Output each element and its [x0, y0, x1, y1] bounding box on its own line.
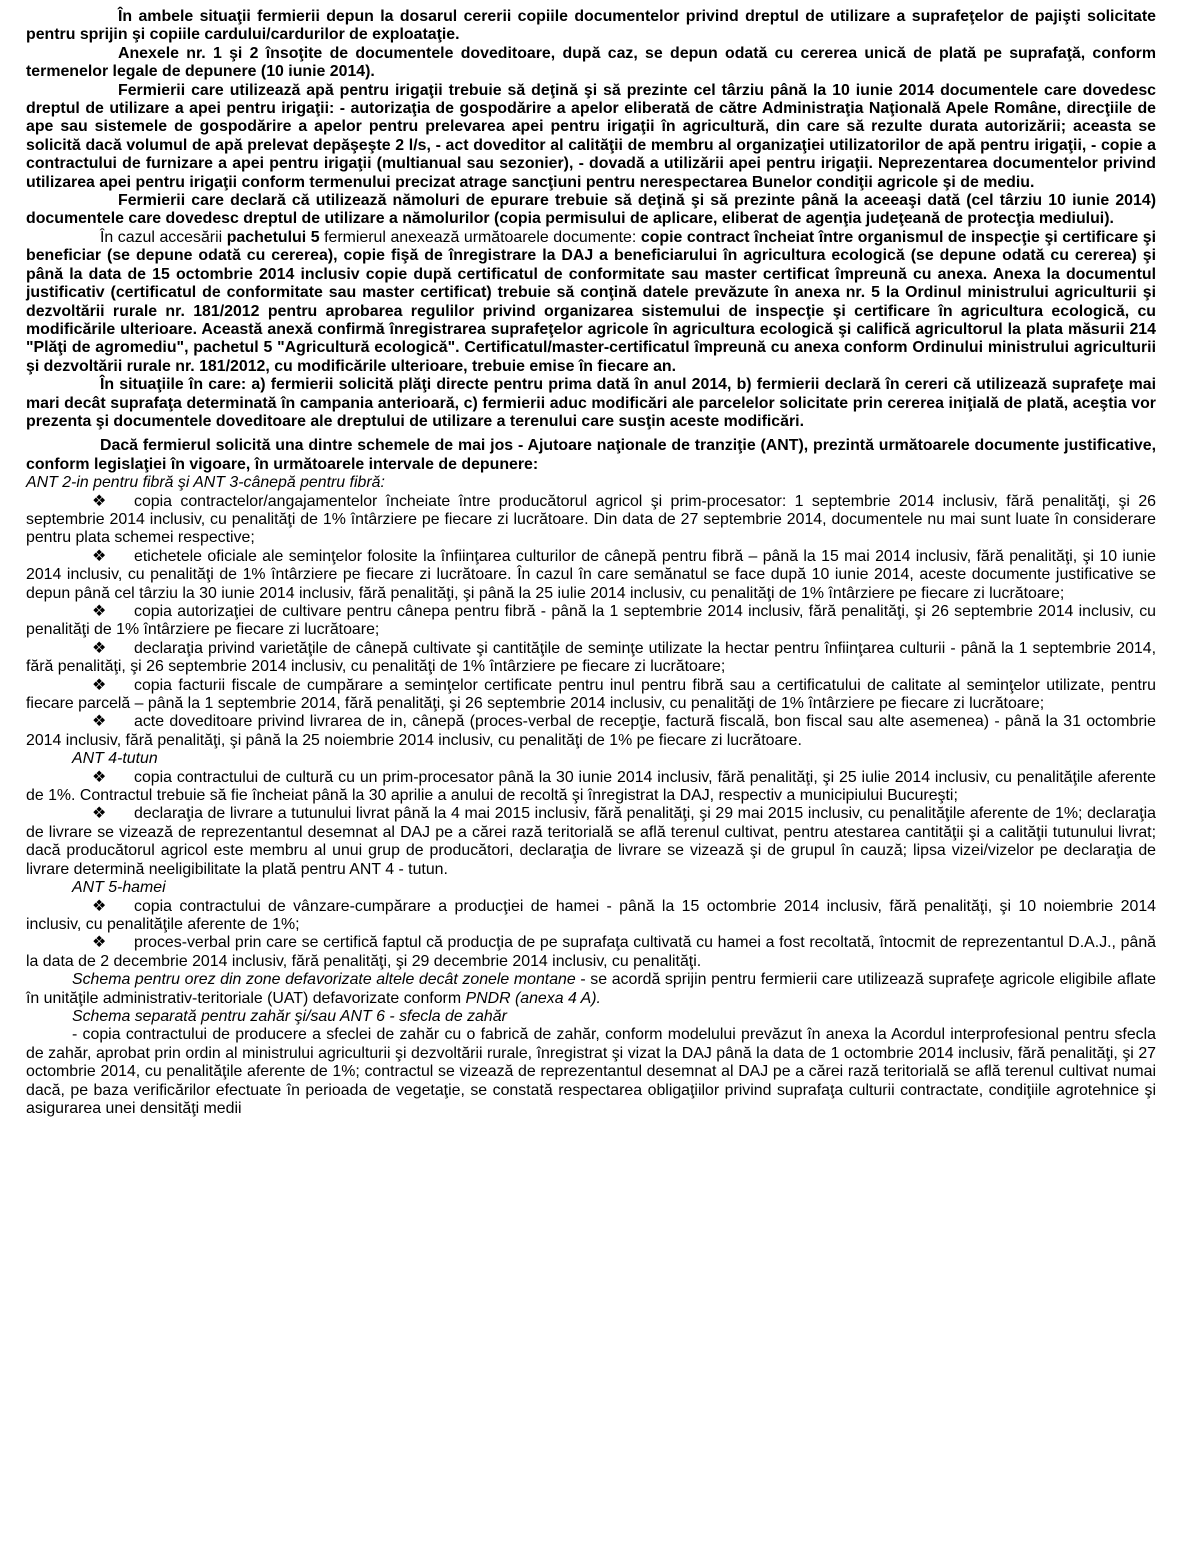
bullet-text: proces-verbal prin care se certifică faptul că producţia de pe suprafaţa cultivată cu hamei a fost recoltată, întocmit de reprezentantul D.A.J., până la data de 2 decembrie 2014 inclusiv, fără penalităţi, şi 29 decembrie 2014 inclusiv, cu penalităţi.: [26, 934, 1156, 970]
document-page: [26, 8, 1156, 1118]
paragraph-ant-intro: Dacă fermierul solicită una dintre schemele de mai jos - Ajutoare naţionale de tranziţie (ANT), prezintă următoarele documente justificative, conform legislaţiei în vigoare, în următoarele intervale de depunere:: [26, 437, 1156, 473]
paragraph-sludge: Fermierii care declară că utilizează nămoluri de epurare trebuie să deţină şi să prezinte până la aceeaşi dată (cel târziu 10 iunie 2014) documentele care dovedesc dreptul de utilizare a nămolurilor (copia permisului de aplicare, eliberat de agenţia judeţeană de protecţia mediului).: [26, 192, 1156, 228]
bullet-item: [26, 934, 1156, 971]
bullet-diamond-icon: ❖: [92, 639, 107, 657]
bullet-item: [26, 677, 1156, 714]
rice-scheme-title: Schema pentru orez din zone defavorizate altele decât zonele montane: [72, 971, 576, 989]
bullet-item: [26, 713, 1156, 750]
paragraph-irrigation: Fermierii care utilizează apă pentru irigaţii trebuie să deţină şi să prezinte cel târziu până la 10 iunie 2014 documentele care dovedesc dreptul de utilizare a apei pentru irigaţii: - autorizaţia de gospodărire a apelor eliberată de către Administraţia Naţională Apele Române, direcţiile de ape sau sistemele de gospodărire a apelor pentru prelevarea apei pentru irigaţii în agricultură, din care să rezulte durata autorizării; aceasta se solicită dacă volumul de apă prelevat depăşeşte 2 l/s, - act doveditor al calităţii de membru al organizaţiei utilizatorilor de apă pentru irigaţii, - copie a contractului de furnizare a apei pentru irigaţii (multianual sau sezonier), - dovadă a utilizării apei pentru irigaţii. Neprezentarea documentelor privind utilizarea apei pentru irigaţii conform termenului precizat atrage sancţiuni pentru nerespectarea Bunelor condiţii agricole şi de mediu.: [26, 81, 1156, 191]
bullet-item: [26, 493, 1156, 548]
bullet-item: [26, 898, 1156, 935]
paragraph-package-5: [26, 229, 1156, 376]
bullet-diamond-icon: ❖: [92, 934, 107, 952]
bullet-text: copia contractului de vânzare-cumpărare a producţiei de hamei - până la 15 octombrie 2014 inclusiv, fără penalităţi, şi 10 noiembrie 2014 inclusiv, cu penalităţile aferente de 1%;: [26, 897, 1156, 933]
bullet-item: [26, 640, 1156, 677]
bullet-text: declaraţia de livrare a tutunului livrat până la 4 mai 2015 inclusiv, fără penalităţi, şi 29 mai 2015 inclusiv, cu penalităţile aferente de 1%; declaraţia de livrare se vizează de reprezentantul desemnat al DAJ pe a cărei rază teritorială se află terenul cultivat, pentru atestarea cantităţii şi a calităţii tutunului livrat; dacă producătorul agricol este membru al unui grup de producători, declaraţia de livrare se vizează şi de grupul în cauză; lipsa vizei/vizelor pe declaraţia de livrare determină neeligibilitate la plată pentru ANT 4 - tutun.: [26, 805, 1156, 878]
package5-documents: copie contract încheiat între organismul de inspecţie şi certificare şi beneficiar (se depune odată cu cererea), copie fişă de înregistrare la DAJ a beneficiarului în agricultura ecologică (se depune odată cu cererea) şi până la data de 15 octombrie 2014 inclusiv copie după certificatul de conformitate sau master certificat împreună cu anexa. Anexa la documentul justificativ (certificatul de conformitate sau master certificat) trebuie să conţină datele prevăzute în anexa nr. 5 la Ordinul ministrului agriculturii şi dezvoltării rurale nr. 181/2012 pentru aprobarea regulilor privind organizarea sistemului de inspecţie şi certificare în agricultura ecologică, cu modificările ulterioare. Această anexă confirmă înregistrarea suprafeţelor agricole în agricultura ecologică şi califică agricultorul la plata măsurii 214 "Plăţi de agromediu", pachetul 5 "Agricultură ecologică". Certificatul/master-certificatul împreună cu anexa conform Ordinului ministrului agriculturii şi dezvoltării rurale nr. 181/2012, cu modificările ulterioare, trebuie emise în fiecare an.: [26, 228, 1157, 375]
bullet-item: [26, 769, 1156, 806]
paragraph-pasture-documents: În ambele situaţii fermierii depun la dosarul cererii copiile documentelor privind dreptul de utilizare a suprafeţelor de pajişti solicitate pentru sprijin şi copiile cardului/cardurilor de exploataţie.: [26, 8, 1156, 44]
bullet-diamond-icon: ❖: [92, 805, 107, 823]
package5-mid: fermierul anexează următoarele documente:: [319, 228, 641, 246]
bullet-diamond-icon: ❖: [92, 897, 107, 915]
section-heading-sugar: Schema separată pentru zahăr şi/sau ANT 6 - sfecla de zahăr: [72, 1007, 507, 1025]
bullet-diamond-icon: ❖: [92, 547, 107, 565]
bullet-diamond-icon: ❖: [92, 603, 107, 620]
paragraph-rice-scheme: [26, 971, 1156, 1008]
list-ant5: [26, 898, 1156, 972]
bullet-diamond-icon: ❖: [92, 676, 107, 694]
rice-scheme-text: - se acordă sprijin pentru fermierii care utilizează suprafeţe agricole eligibile aflate în unităţile administrativ-teritoriale (UAT) defavorizate conform: [26, 971, 1156, 1007]
list-ant4: [26, 769, 1156, 879]
bullet-text: copia contractelor/angajamentelor încheiate între producătorul agricol şi prim-procesator: 1 septembrie 2014 inclusiv, fără penalităţi, şi 26 septembrie 2014 inclusiv, cu penalităţi de 1% întârziere pe fiecare zi lucrătoare. Din data de 27 septembrie 2014, documentele nu mai sunt luate în considerare pentru plata schemei respective;: [26, 492, 1156, 547]
section-heading-ant4: ANT 4-tutun: [72, 750, 158, 768]
bullet-item: [26, 603, 1156, 640]
rice-scheme-ref: PNDR (anexa 4 A).: [465, 989, 601, 1007]
package5-intro: În cazul accesării: [100, 228, 227, 246]
bullet-diamond-icon: ❖: [92, 492, 107, 510]
paragraph-sugar-beet: - copia contractului de producere a sfeclei de zahăr cu o fabrică de zahăr, conform modelului prevăzut în anexa la Acordul interprofesional pentru sfecla de zahăr, aprobat prin ordin al ministrului agriculturii şi dezvoltării rurale, înregistrat şi vizat la DAJ până la data de 1 octombrie 2014 inclusiv, fără penalităţi, şi 27 octombrie 2014, cu penalităţile aferente de 1%; contractul se vizează de reprezentantul desemnat al DAJ pe a cărei rază teritorială se află terenul cultivat numai dacă, pe baza verificărilor efectuate în perioada de vegetaţie, se constată respectarea obligaţiilor privind suprafaţa culturii contractate, condiţiile agrotehnice şi asigurarea unei densităţi medii: [26, 1026, 1156, 1117]
section-heading-ant23: ANT 2-in pentru fibră şi ANT 3-cânepă pentru fibră:: [26, 474, 385, 492]
section-heading-ant5: ANT 5-hamei: [72, 879, 166, 897]
bullet-item: [26, 548, 1156, 603]
bullet-text: copia contractului de cultură cu un prim-procesator până la 30 iunie 2014 inclusiv, fără penalităţi, şi 25 iulie 2014 inclusiv, cu penalităţile aferente de 1%. Contractul trebuie să fie încheiat până la 30 aprilie a anului de recoltă şi înregistrat la DAJ, respectiv a municipiului Bucureşti;: [26, 768, 1156, 805]
bullet-diamond-icon: ❖: [92, 713, 107, 731]
bullet-text: acte doveditoare privind livrarea de in, cânepă (proces-verbal de recepţie, factură fiscală, bon fiscal sau alte asemenea) - până la 31 octombrie 2014 inclusiv, fără penalităţi, şi până la 25 noiembrie 2014 inclusiv, cu penalităţi de 1% pe fiecare zi lucrătoare.: [26, 713, 1156, 749]
bullet-text: copia autorizaţiei de cultivare pentru cânepa pentru fibră - până la 1 septembrie 2014 inclusiv, fără penalităţi, şi 26 septembrie 2014 inclusiv, cu penalităţi de 1% întârziere pe fiecare zi lucrătoare;: [26, 603, 1156, 639]
bullet-text: declaraţia privind varietăţile de cânepă cultivate şi cantităţile de seminţe utilizate la hectar pentru înfiinţarea culturii - până la 1 septembrie 2014, fără penalităţi, şi 26 septembrie 2014 inclusiv, cu penalităţi de 1% întârziere pe fiecare zi lucrătoare;: [26, 639, 1156, 676]
bullet-diamond-icon: ❖: [92, 768, 107, 786]
paragraph-annexes: Anexele nr. 1 şi 2 însoţite de documentele doveditoare, după caz, se depun odată cu cererea unică de plată pe suprafaţă, conform termenelor legale de depunere (10 iunie 2014).: [26, 44, 1156, 81]
list-ant23: [26, 493, 1156, 751]
bullet-text: copia facturii fiscale de cumpărare a seminţelor certificate pentru inul pentru fibră sau a certificatului de calitate al seminţelor utilizate, pentru fiecare parcelă – până la 1 septembrie 2014, fără penalităţi, şi 26 septembrie 2014 inclusiv, cu penalităţi de 1% întârziere pe fiecare zi lucrătoare;: [26, 676, 1156, 713]
package5-label: pachetului 5: [226, 228, 320, 246]
bullet-text: etichetele oficiale ale seminţelor folosite la înfiinţarea culturilor de cânepă pentru fibră – până la 15 mai 2014 inclusiv, fără penalităţi, şi 10 iunie 2014 inclusiv, cu penalităţi de 1% întârziere pe fiecare zi lucrătoare. În cazul în care semănatul se face după 10 iunie 2014, aceste documente justificative se depun până cel târziu la 30 iunie 2014 inclusiv, fără penalităţi, şi până la 25 iulie 2014 inclusiv, cu penalităţi de 1% întârziere pe fiecare zi lucrătoare;: [26, 547, 1156, 602]
paragraph-first-time-applicants: În situaţiile în care: a) fermierii solicită plăţi directe pentru prima dată în anul 2014, b) fermierii declară în cereri că utilizează suprafeţe mai mari decât suprafaţa determinată în campania anterioară, c) fermierii aduc modificări ale parcelelor solicitate prin cererea iniţială de plată, aceştia vor prezenta şi documentele doveditoare ale dreptului de utilizare a terenului care susţin aceste modificări.: [26, 376, 1156, 430]
bullet-item: [26, 805, 1156, 879]
